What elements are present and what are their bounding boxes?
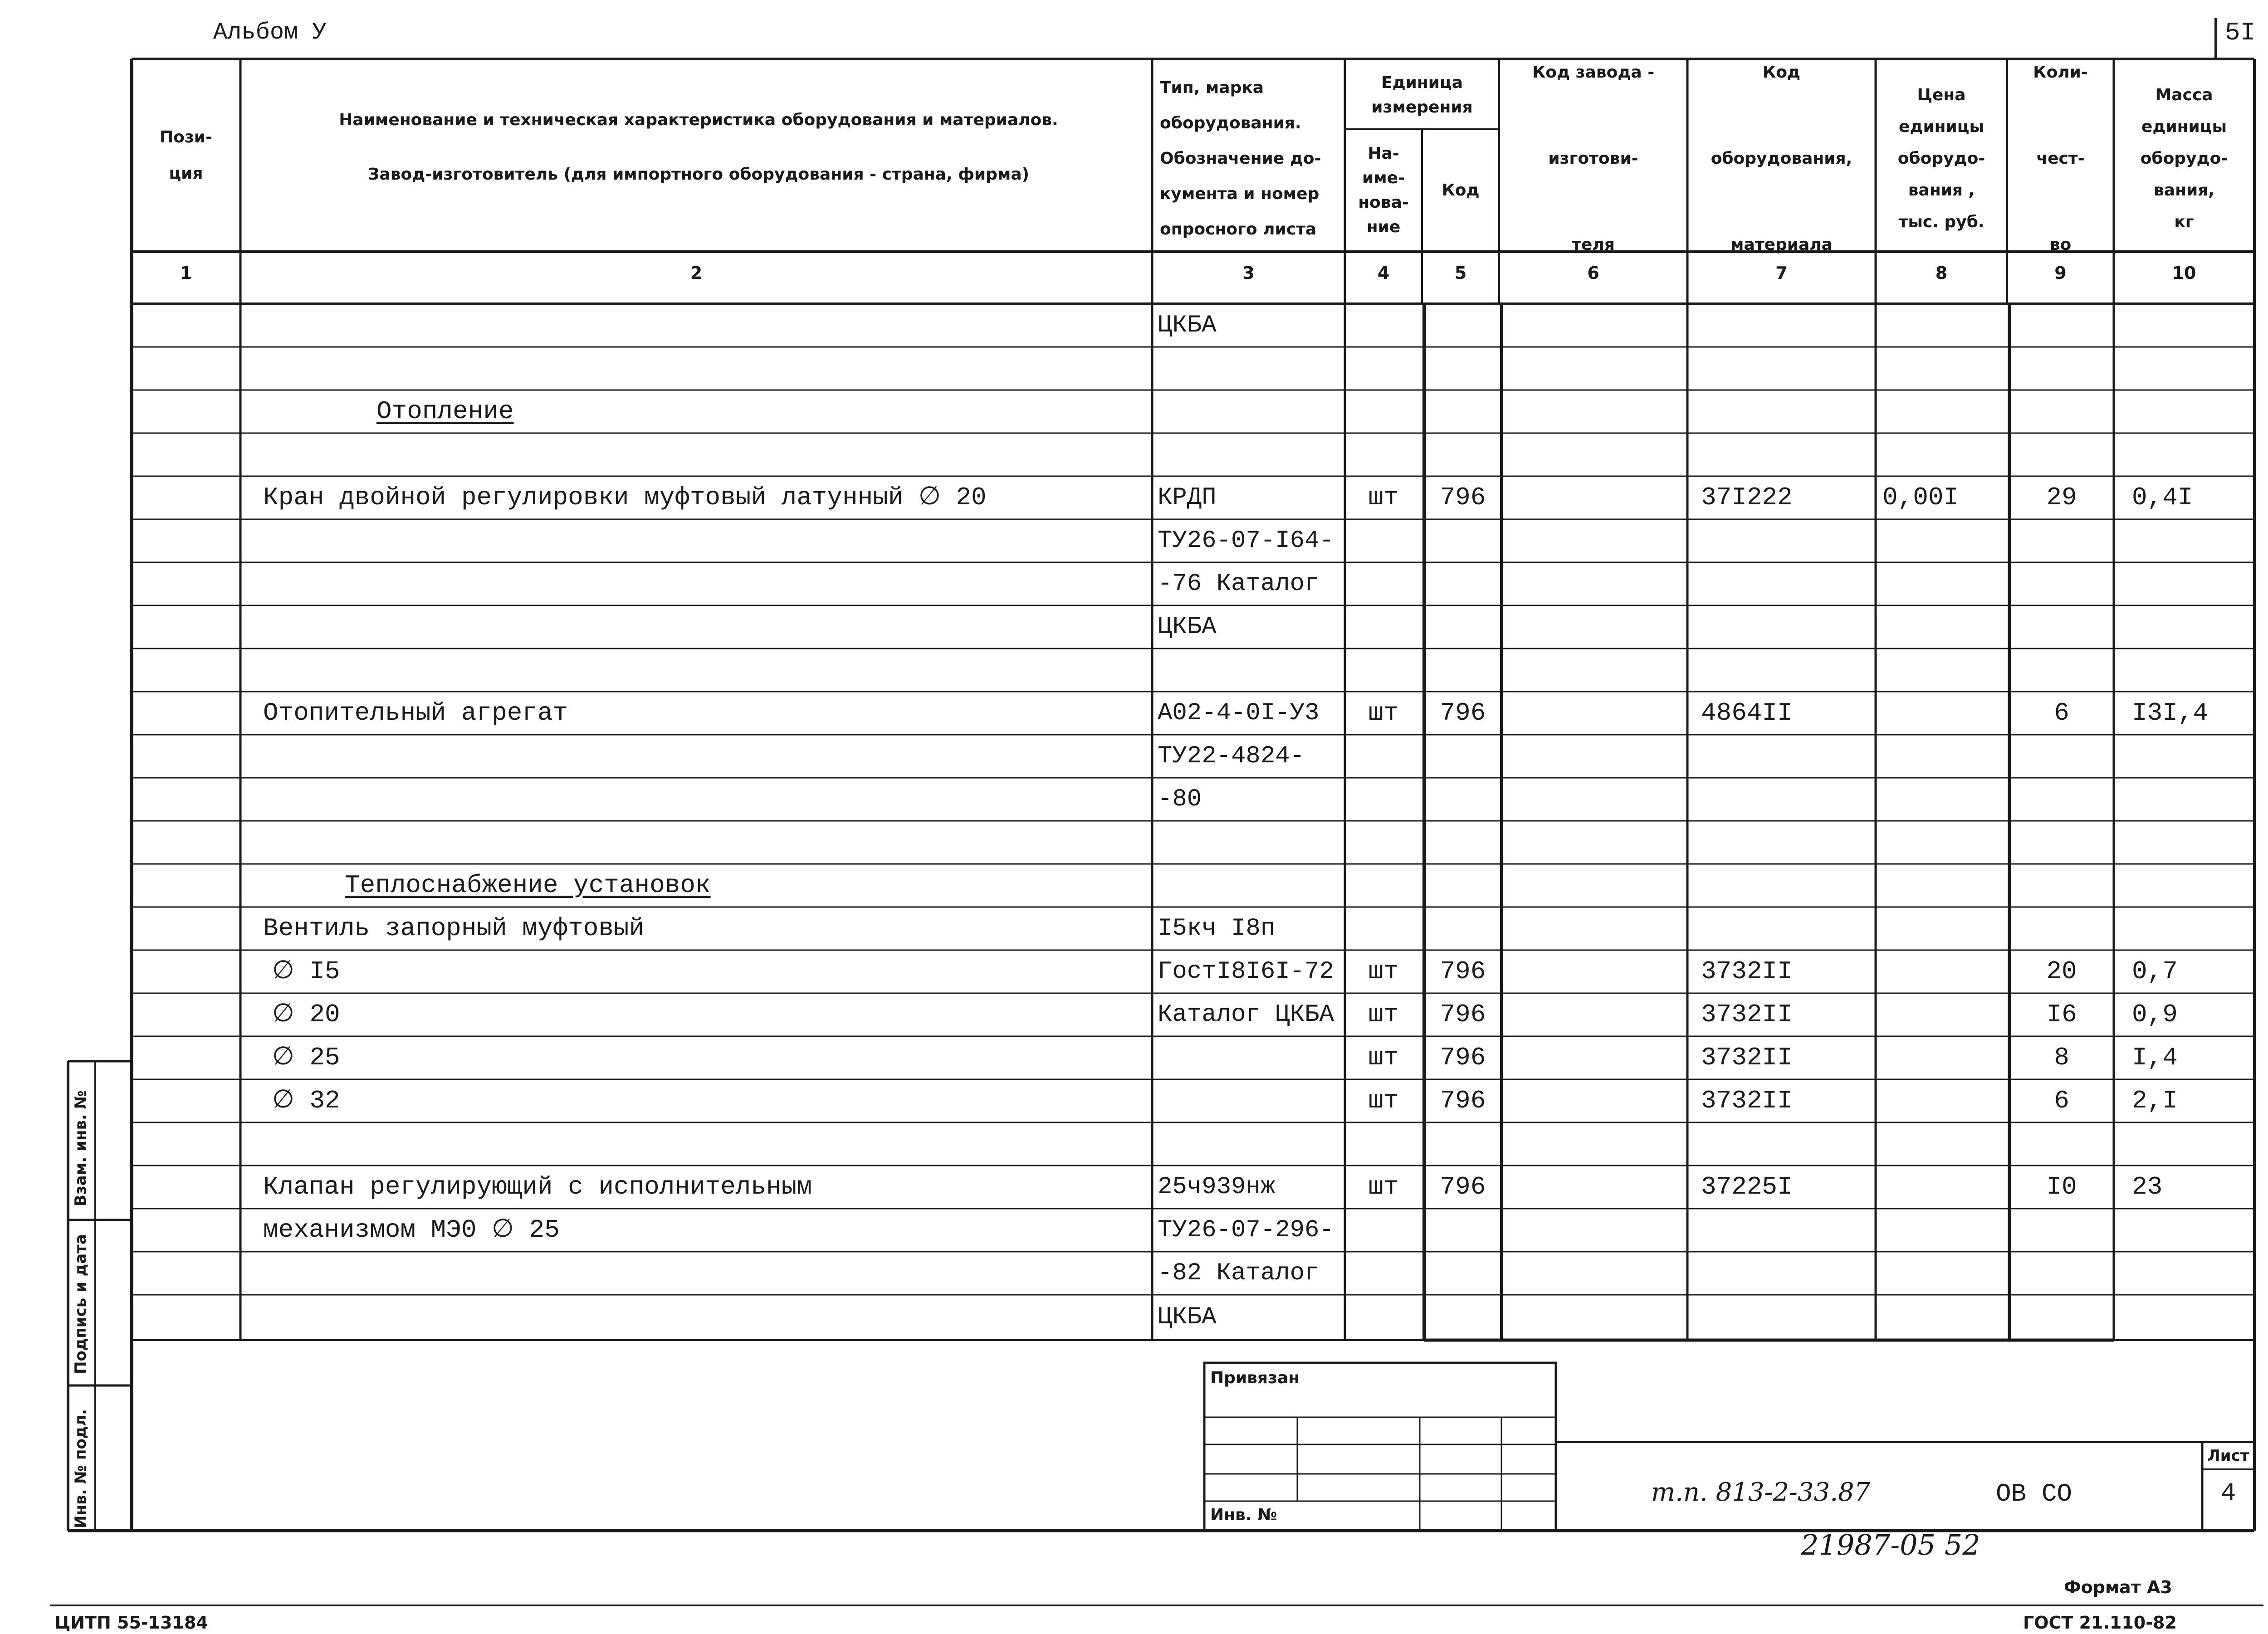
- cell-mass: 0,4I: [2132, 483, 2193, 512]
- cell-mass: [2132, 649, 2254, 692]
- cell-price: [1882, 1079, 2009, 1122]
- cell-ucode: [1424, 1252, 1501, 1295]
- cell-ucode: [1424, 778, 1501, 821]
- table-row: [0, 304, 2268, 347]
- cell-name: Отопление: [376, 397, 514, 426]
- cell-qty: [2009, 821, 2114, 864]
- table-row: [0, 1036, 2268, 1079]
- cell-price: [1882, 821, 2009, 864]
- cell-unit: шт: [1368, 483, 1399, 512]
- cell-type: ТУ26-07-I64-: [1158, 527, 1334, 555]
- cell-ucode: 796: [1440, 957, 1486, 986]
- col-number-1: 1: [180, 263, 192, 283]
- cell-type: ТУ22-4824-: [1158, 742, 1305, 770]
- table-row: [0, 1252, 2268, 1295]
- table-row: [0, 1209, 2268, 1252]
- cell-code: [1701, 778, 1873, 821]
- cell-type: ТУ26-07-296-: [1158, 1216, 1334, 1244]
- cell-type: ЦКБА: [1158, 613, 1217, 641]
- cell-qty: [2009, 735, 2114, 778]
- cell-code: [1701, 433, 1873, 476]
- cell-name: [263, 562, 1148, 605]
- header-type: Тип, марка оборудования. Обозначение до- кумента и номер опросного листа: [1160, 78, 1321, 239]
- cell-code: 4864II: [1701, 698, 1793, 727]
- stamp-inv: Инв. №: [1210, 1506, 1277, 1524]
- cell-name: [263, 347, 1148, 390]
- cell-unit: [1345, 562, 1422, 605]
- cell-type: 25ч939нж: [1158, 1173, 1276, 1201]
- cell-qty: [2009, 778, 2114, 821]
- cell-code: [1701, 649, 1873, 692]
- cell-qty: [2009, 347, 2114, 390]
- page-number: 5I: [2225, 18, 2256, 47]
- cell-ucode: [1424, 1209, 1501, 1252]
- cell-price: [1882, 950, 2009, 993]
- cell-qty: [2009, 907, 2114, 950]
- cell-name: [263, 605, 1148, 649]
- cell-price: [1882, 562, 2009, 605]
- cell-name: ∅ 32: [272, 1086, 340, 1115]
- cell-code: 3732II: [1701, 957, 1793, 986]
- cell-qty: [2009, 1209, 2114, 1252]
- cell-name: [263, 735, 1148, 778]
- table-row: [0, 433, 2268, 476]
- table-row: [0, 605, 2268, 649]
- cell-code: [1701, 347, 1873, 390]
- cell-mass: 2,I: [2132, 1086, 2178, 1115]
- cell-unit: шт: [1368, 1000, 1399, 1029]
- cell-code: [1701, 1209, 1873, 1252]
- cell-code: [1701, 562, 1873, 605]
- cell-ucode: [1424, 390, 1501, 433]
- cell-code: [1701, 605, 1873, 649]
- cell-code: 3732II: [1701, 1086, 1793, 1115]
- cell-price: [1882, 347, 2009, 390]
- side-label-inv-podl: Инв. № подл.: [72, 1409, 90, 1528]
- cell-mass: I,4: [2132, 1043, 2178, 1072]
- cell-price: [1882, 304, 2009, 347]
- cell-price: [1882, 519, 2009, 562]
- cell-ucode: [1424, 304, 1501, 347]
- cell-price: [1882, 390, 2009, 433]
- cell-ucode: [1424, 649, 1501, 692]
- table-row: [0, 821, 2268, 864]
- cell-code: [1701, 390, 1873, 433]
- cell-price: [1882, 692, 2009, 735]
- table-row: [0, 1122, 2268, 1166]
- cell-type: ГостI8I6I-72: [1158, 958, 1334, 985]
- cell-name: [263, 778, 1148, 821]
- table-row: [0, 1295, 2268, 1340]
- stamp-doc-code: ОВ СО: [1996, 1479, 2072, 1508]
- cell-mass: 23: [2132, 1172, 2163, 1201]
- cell-price: [1882, 864, 2009, 907]
- table-row: [0, 864, 2268, 907]
- table-row: [0, 950, 2268, 993]
- cell-ucode: [1424, 1122, 1501, 1166]
- cell-price: [1882, 433, 2009, 476]
- table-row: [0, 347, 2268, 390]
- cell-name: [263, 649, 1148, 692]
- stamp-privyazan: Привязан: [1210, 1369, 1300, 1387]
- cell-unit: шт: [1368, 1043, 1399, 1072]
- cell-qty: [2009, 605, 2114, 649]
- cell-qty: 6: [2054, 698, 2069, 727]
- cell-qty: [2009, 304, 2114, 347]
- cell-type: [1158, 864, 1348, 907]
- cell-unit: шт: [1368, 1086, 1399, 1115]
- cell-type: -80: [1158, 785, 1202, 813]
- footer-right-fragment: ГОСТ 21.110-82: [2023, 1613, 2177, 1631]
- cell-ucode: [1424, 433, 1501, 476]
- cell-code: [1701, 821, 1873, 864]
- cell-price: [1882, 1252, 2009, 1295]
- cell-mass: [2132, 1252, 2254, 1295]
- header-plant-code: Код завода - изготови- теля: [1532, 63, 1655, 254]
- header-mass: Масса единицы оборудо- вания, кг: [2140, 86, 2228, 231]
- cell-name: [263, 519, 1148, 562]
- cell-mass: [2132, 1295, 2254, 1340]
- header-price: Цена единицы оборудо- вания , тыс. руб.: [1897, 86, 1985, 231]
- table-row: [0, 1079, 2268, 1122]
- cell-mass: [2132, 1122, 2254, 1166]
- cell-unit: [1345, 778, 1422, 821]
- cell-ucode: 796: [1440, 1086, 1486, 1115]
- cell-ucode: [1424, 907, 1501, 950]
- cell-qty: [2009, 1295, 2114, 1340]
- table-row: [0, 390, 2268, 433]
- cell-ucode: [1424, 864, 1501, 907]
- cell-unit: [1345, 735, 1422, 778]
- cell-price: [1882, 1295, 2009, 1340]
- cell-ucode: [1424, 347, 1501, 390]
- cell-type: ЦКБА: [1158, 1303, 1217, 1331]
- cell-code: 3732II: [1701, 1000, 1793, 1029]
- cell-qty: I6: [2046, 1000, 2077, 1029]
- cell-qty: 29: [2046, 483, 2077, 512]
- cell-type: ЦКБА: [1158, 312, 1217, 339]
- header-quantity: Коли- чест- во: [2033, 63, 2088, 254]
- cell-mass: [2132, 433, 2254, 476]
- cell-qty: 20: [2046, 957, 2077, 986]
- header-equipment-code: Код оборудования, материала: [1711, 63, 1853, 254]
- cell-type: [1158, 390, 1348, 433]
- cell-name: механизмом МЭ0 ∅ 25: [263, 1215, 560, 1244]
- album-title: Альбом У: [213, 19, 327, 46]
- header-unit-group: Единица измерения: [1371, 73, 1473, 117]
- header-name: Наименование и техническая характеристика оборудования и материалов. Завод-изготовитель (для импортного оборудования - страна, фирма): [339, 111, 1058, 184]
- cell-unit: [1345, 649, 1422, 692]
- col-number-3: 3: [1242, 263, 1255, 283]
- cell-mass: [2132, 304, 2254, 347]
- col-number-10: 10: [2172, 263, 2196, 283]
- cell-mass: [2132, 735, 2254, 778]
- cell-unit: [1345, 304, 1422, 347]
- side-label-podpis: Подпись и дата: [72, 1234, 90, 1374]
- cell-name: Теплоснабжение установок: [345, 871, 711, 900]
- table-row: [0, 735, 2268, 778]
- header-unit-name: На- име- нова- ние: [1358, 144, 1409, 236]
- col-number-5: 5: [1454, 263, 1467, 283]
- cell-code: [1701, 864, 1873, 907]
- cell-mass: [2132, 347, 2254, 390]
- stamp-list-label: Лист: [2207, 1447, 2249, 1465]
- cell-price: [1882, 778, 2009, 821]
- cell-mass: [2132, 778, 2254, 821]
- cell-type: КРДП: [1158, 484, 1217, 512]
- cell-ucode: [1424, 562, 1501, 605]
- cell-mass: [2132, 390, 2254, 433]
- cell-type: А02-4-0I-У3: [1158, 699, 1320, 727]
- format-label: Формат А3: [2064, 1577, 2172, 1597]
- cell-code: 37I222: [1701, 483, 1793, 512]
- cell-mass: 0,7: [2132, 957, 2178, 986]
- table-row: [0, 519, 2268, 562]
- cell-code: [1701, 519, 1873, 562]
- cell-type: [1158, 433, 1348, 476]
- cell-mass: 0,9: [2132, 1000, 2178, 1029]
- cell-unit: шт: [1368, 957, 1399, 986]
- cell-qty: I0: [2046, 1172, 2077, 1201]
- cell-type: [1158, 1079, 1348, 1122]
- cell-code: [1701, 1122, 1873, 1166]
- col-number-7: 7: [1775, 263, 1788, 283]
- cell-type: -82 Каталог: [1158, 1259, 1320, 1287]
- table-row: [0, 476, 2268, 519]
- cell-name: ∅ 25: [272, 1043, 340, 1072]
- cell-name: Отопительный агрегат: [263, 698, 568, 727]
- side-label-vzam: Взам. инв. №: [72, 1090, 90, 1206]
- cell-unit: [1345, 519, 1422, 562]
- cell-unit: [1345, 907, 1422, 950]
- cell-unit: [1345, 821, 1422, 864]
- cell-price: 0,00I: [1882, 483, 1959, 512]
- cell-qty: [2009, 1122, 2114, 1166]
- cell-ucode: 796: [1440, 1043, 1486, 1072]
- stamp-tp-number: т.п. 813-2-33.87: [1651, 1478, 1871, 1507]
- cell-ucode: [1424, 1295, 1501, 1340]
- cell-price: [1882, 1209, 2009, 1252]
- cell-price: [1882, 907, 2009, 950]
- cell-price: [1882, 1166, 2009, 1209]
- cell-code: 37225I: [1701, 1172, 1793, 1201]
- cell-code: [1701, 1295, 1873, 1340]
- cell-mass: [2132, 1209, 2254, 1252]
- cell-mass: [2132, 864, 2254, 907]
- cell-code: [1701, 304, 1873, 347]
- cell-type: [1158, 821, 1348, 864]
- cell-unit: [1345, 390, 1422, 433]
- archive-number: 21987-05 52: [1801, 1528, 1980, 1561]
- col-number-9: 9: [2054, 263, 2067, 283]
- cell-name: Кран двойной регулировки муфтовый латунный ∅ 20: [263, 483, 987, 512]
- cell-price: [1882, 1122, 2009, 1166]
- cell-price: [1882, 735, 2009, 778]
- cell-name: ∅ I5: [272, 957, 340, 986]
- cell-qty: 8: [2054, 1043, 2069, 1072]
- cell-name: [263, 1122, 1148, 1166]
- cell-ucode: 796: [1440, 1000, 1486, 1029]
- col-number-6: 6: [1587, 263, 1599, 283]
- cell-code: 3732II: [1701, 1043, 1793, 1072]
- cell-type: Каталог ЦКБА: [1158, 1001, 1334, 1029]
- cell-ucode: 796: [1440, 1172, 1486, 1201]
- col-number-8: 8: [1935, 263, 1948, 283]
- cell-qty: [2009, 433, 2114, 476]
- cell-qty: [2009, 1252, 2114, 1295]
- cell-price: [1882, 993, 2009, 1036]
- cell-ucode: 796: [1440, 698, 1486, 727]
- cell-name: [263, 1295, 1148, 1340]
- cell-mass: [2132, 605, 2254, 649]
- cell-qty: [2009, 562, 2114, 605]
- cell-name: [263, 1252, 1148, 1295]
- cell-type: -76 Каталог: [1158, 570, 1320, 598]
- cell-code: [1701, 907, 1873, 950]
- cell-unit: [1345, 864, 1422, 907]
- cell-qty: 6: [2054, 1086, 2069, 1115]
- cell-name: [263, 821, 1148, 864]
- cell-mass: I3I,4: [2132, 698, 2209, 727]
- cell-code: [1701, 1252, 1873, 1295]
- table-row: [0, 692, 2268, 735]
- table-row: [0, 778, 2268, 821]
- cell-mass: [2132, 907, 2254, 950]
- cell-name: Вентиль запорный муфтовый: [263, 914, 645, 943]
- cell-type: [1158, 347, 1348, 390]
- stamp-list-number: 4: [2220, 1478, 2236, 1507]
- cell-code: [1701, 735, 1873, 778]
- cell-qty: [2009, 864, 2114, 907]
- table-row: [0, 649, 2268, 692]
- cell-price: [1882, 1036, 2009, 1079]
- table-row: [0, 562, 2268, 605]
- cell-price: [1882, 649, 2009, 692]
- cell-unit: [1345, 1295, 1422, 1340]
- cell-ucode: [1424, 519, 1501, 562]
- cell-ucode: [1424, 735, 1501, 778]
- cell-price: [1882, 605, 2009, 649]
- cell-type: [1158, 1122, 1348, 1166]
- col-number-2: 2: [690, 263, 703, 283]
- cell-name: ∅ 20: [272, 1000, 340, 1029]
- cell-type: [1158, 649, 1348, 692]
- table-row: [0, 907, 2268, 950]
- cell-name: [263, 433, 1148, 476]
- table-row: [0, 993, 2268, 1036]
- cell-qty: [2009, 390, 2114, 433]
- cell-name: [263, 304, 1148, 347]
- header-unit-code: Код: [1442, 181, 1480, 200]
- cell-qty: [2009, 519, 2114, 562]
- col-number-4: 4: [1377, 263, 1390, 283]
- cell-unit: шт: [1368, 698, 1399, 727]
- cell-unit: шт: [1368, 1172, 1399, 1201]
- cell-unit: [1345, 605, 1422, 649]
- cell-type: [1158, 1036, 1348, 1079]
- cell-mass: [2132, 562, 2254, 605]
- cell-unit: [1345, 433, 1422, 476]
- cell-ucode: 796: [1440, 483, 1486, 512]
- cell-unit: [1345, 347, 1422, 390]
- cell-name: Клапан регулирующий с исполнительным: [263, 1172, 812, 1201]
- cell-type: I5кч I8п: [1158, 915, 1276, 942]
- cell-unit: [1345, 1122, 1422, 1166]
- cell-ucode: [1424, 821, 1501, 864]
- header-position: Пози- ция: [160, 127, 212, 183]
- cell-qty: [2009, 649, 2114, 692]
- cell-mass: [2132, 519, 2254, 562]
- table-row: [0, 1166, 2268, 1209]
- cell-unit: [1345, 1209, 1422, 1252]
- cell-mass: [2132, 821, 2254, 864]
- footer-left-fragment: ЦИТП 55-13184: [54, 1613, 208, 1631]
- cell-ucode: [1424, 605, 1501, 649]
- cell-unit: [1345, 1252, 1422, 1295]
